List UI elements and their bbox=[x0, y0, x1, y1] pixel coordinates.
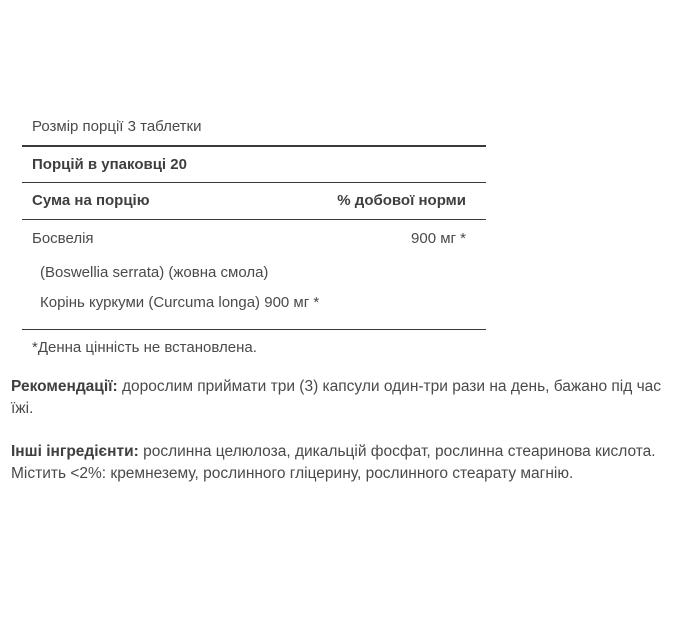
other-ingredients-label: Інші інгредієнти: bbox=[11, 443, 139, 460]
other-ingredients-paragraph bbox=[11, 441, 671, 485]
daily-value-label: % добової норми bbox=[337, 192, 466, 209]
supplement-facts-table bbox=[22, 107, 486, 367]
ingredient-name: Босвелія bbox=[32, 230, 94, 247]
ingredient-row bbox=[22, 219, 486, 255]
ingredient-amount: 900 мг * bbox=[411, 230, 466, 247]
amount-per-serving-label: Сума на порцію bbox=[32, 192, 150, 209]
ingredient-row: Корінь куркуми (Curcuma longa) 900 мг * bbox=[40, 294, 320, 311]
other-ingredients-text: рослинна целюлоза, дикальцій фосфат, рослинна стеаринова кислота. Містить <2%: кремнезему, рослинного гліцерину, рослинного стеарату магнію. bbox=[11, 443, 656, 482]
recommendations-paragraph bbox=[11, 376, 671, 420]
recommendations-text: дорослим приймати три (3) капсули один-три рази на день, бажано під час їжі. bbox=[11, 378, 662, 417]
table-header bbox=[22, 182, 486, 219]
recommendations-label: Рекомендації: bbox=[11, 378, 118, 395]
serving-size: Розмір порції 3 таблетки bbox=[32, 118, 202, 135]
servings-per-container: Порцій в упаковці 20 bbox=[22, 145, 486, 182]
ingredient-detail: (Boswellia serrata) (жовна смола) bbox=[40, 264, 269, 281]
footnote: *Денна цінність не встановлена. bbox=[22, 329, 486, 367]
